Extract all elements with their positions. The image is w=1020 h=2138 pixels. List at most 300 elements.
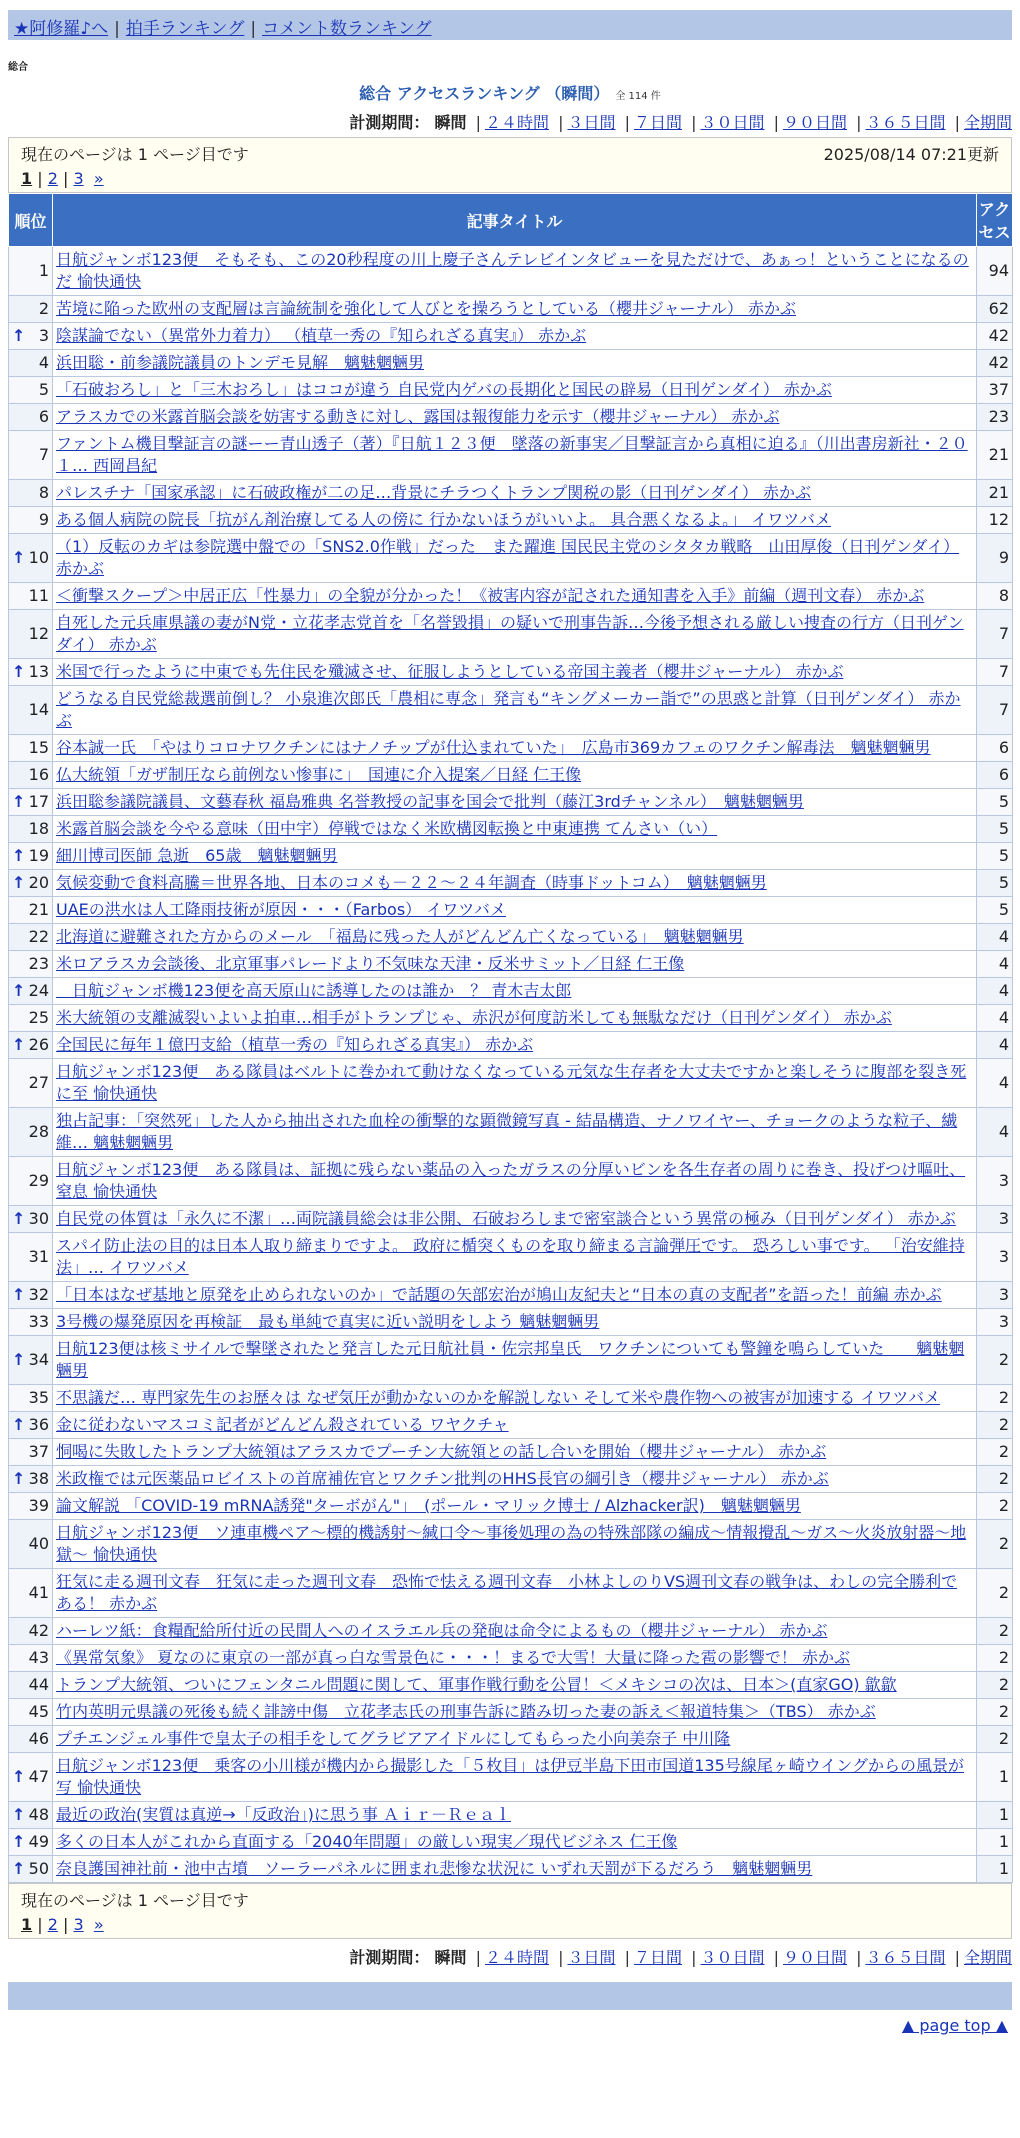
period-link-7d-bottom[interactable]: ７日間: [633, 1948, 682, 1967]
access-count: 5: [977, 816, 1013, 843]
access-count: 7: [977, 610, 1013, 659]
article-title-link[interactable]: パレスチナ「国家承認」に石破政権が二の足…背景にチラつくトランプ関税の影（日刊ゲンダイ） 赤かぶ: [56, 483, 812, 502]
table-row: [9, 735, 1013, 762]
rank-cell: [9, 1672, 53, 1699]
table-row: [9, 1059, 1013, 1108]
article-title-link[interactable]: 気候変動で食料高騰＝世界各地、日本のコメも－２２～２４年調査（時事ドットコム） 魑魅魍魎男: [56, 873, 767, 892]
article-title-link[interactable]: 竹内英明元県議の死後も続く誹謗中傷 立花孝志氏の刑事告訴に踏み切った妻の訴え＜報道特集＞（TBS） 赤かぶ: [56, 1702, 876, 1721]
period-link-24h-bottom[interactable]: ２４時間: [484, 1948, 549, 1967]
access-count: 2: [977, 1726, 1013, 1753]
rank-number: 11: [28, 586, 49, 605]
nav-separator: |: [250, 19, 257, 39]
article-title-link[interactable]: 全国民に毎年１億円支給（植草一秀の『知られざる真実』） 赤かぶ: [56, 1035, 534, 1054]
title-cell: [53, 1059, 977, 1108]
table-row: [9, 1726, 1013, 1753]
rank-number: 39: [28, 1496, 49, 1515]
rank-number: 43: [28, 1648, 49, 1667]
title-cell: [53, 843, 977, 870]
rank-number: 3: [38, 326, 49, 345]
access-count: 5: [977, 870, 1013, 897]
table-row: [9, 1466, 1013, 1493]
table-row: [9, 789, 1013, 816]
article-title-link[interactable]: 論文解説 「COVID-19 mRNA誘発"ターボがん"」 (ポール・マリック博士 / Alzhacker訳) 魑魅魍魎男: [56, 1496, 801, 1515]
table-row: [9, 1157, 1013, 1206]
table-row: [9, 610, 1013, 659]
article-title-link[interactable]: 米政権では元医薬品ロビイストの首席補佐官とワクチン批判のHHS長官の綱引き（櫻井ジャーナル） 赤かぶ: [56, 1469, 829, 1488]
access-count: 2: [977, 1385, 1013, 1412]
access-count: 2: [977, 1439, 1013, 1466]
article-title-link[interactable]: 3号機の爆発原因を再検証 最も単純で真実に近い説明をしよう 魑魅魍魎男: [56, 1312, 600, 1331]
rank-cell: [9, 816, 53, 843]
access-count: 23: [977, 404, 1013, 431]
access-count: 3: [977, 1282, 1013, 1309]
table-row: [9, 247, 1013, 296]
access-count: 3: [977, 1206, 1013, 1233]
up-arrow-icon: ↑: [12, 1832, 26, 1851]
title-cell: [53, 1032, 977, 1059]
access-count: 4: [977, 924, 1013, 951]
table-row: [9, 870, 1013, 897]
rank-number: 19: [28, 846, 49, 865]
rank-number: 17: [28, 792, 49, 811]
period-current: 瞬間: [434, 113, 467, 132]
title-cell: [53, 1412, 977, 1439]
current-page-text: 現在のページは 1 ページ目です: [21, 145, 249, 164]
access-count: 7: [977, 686, 1013, 735]
title-cell: [53, 1385, 977, 1412]
up-arrow-icon: ↑: [12, 792, 26, 811]
current-page-text-bottom: 現在のページは 1 ページ目です: [21, 1891, 249, 1910]
title-cell: [53, 1005, 977, 1032]
access-count: 2: [977, 1699, 1013, 1726]
rank-number: 29: [28, 1171, 49, 1190]
page-2-link-bottom[interactable]: 2: [47, 1915, 58, 1934]
access-count: 2: [977, 1493, 1013, 1520]
article-title-link[interactable]: プチエンジェル事件で皇太子の相手をしてグラビアアイドルにしてもらった小向美奈子 中川隆: [56, 1729, 731, 1748]
rank-number: 37: [28, 1442, 49, 1461]
rank-cell: [9, 951, 53, 978]
page-title: [0, 81, 1020, 104]
access-count: 2: [977, 1569, 1013, 1618]
rank-number: 41: [28, 1583, 49, 1602]
table-row: [9, 1108, 1013, 1157]
access-count: 4: [977, 951, 1013, 978]
title-cell: [53, 610, 977, 659]
table-row: [9, 1856, 1013, 1883]
title-cell: [53, 1282, 977, 1309]
article-title-link[interactable]: 浜田聡参議院議員、文藝春秋 福島雅典 名誉教授の記事を国会で批判（藤江3rdチャンネル） 魑魅魍魎男: [56, 792, 804, 811]
rank-number: 4: [38, 353, 49, 372]
rank-number: 9: [38, 510, 49, 529]
rank-number: 23: [28, 954, 49, 973]
title-cell: [53, 1569, 977, 1618]
table-row: [9, 1699, 1013, 1726]
rank-cell: [9, 1618, 53, 1645]
table-row: [9, 404, 1013, 431]
up-arrow-icon: ↑: [12, 1859, 26, 1878]
article-title-link[interactable]: スパイ防止法の目的は日本人取り締まりですよ。 政府に楯突くものを取り締まる言論弾圧です。 恐ろしい事です。 「治安維持法」… イワツバメ: [56, 1236, 965, 1277]
article-title-link[interactable]: 細川博司医師 急逝 65歳 魑魅魍魎男: [56, 846, 338, 865]
access-count: 3: [977, 1309, 1013, 1336]
title-cell: [53, 507, 977, 534]
article-title-link[interactable]: ハーレツ紙：食糧配給所付近の民間人へのイスラエル兵の発砲は命令によるもの（櫻井ジャーナル） 赤かぶ: [56, 1621, 828, 1640]
rank-number: 10: [28, 548, 49, 567]
table-row: [9, 1802, 1013, 1829]
rank-cell: [9, 296, 53, 323]
table-row: [9, 583, 1013, 610]
table-row: [9, 534, 1013, 583]
title-cell: [53, 1856, 977, 1883]
page-top-link[interactable]: ▲ page top ▲: [901, 2016, 1008, 2035]
period-link-all[interactable]: 全期間: [963, 113, 1012, 132]
article-title-link[interactable]: 不思議だ… 専門家先生のお歴々は なぜ気圧が動かないのかを解説しない そして米や農作物への被害が加速する イワツバメ: [56, 1388, 941, 1407]
rank-cell: [9, 1856, 53, 1883]
table-row: [9, 323, 1013, 350]
rank-cell: [9, 431, 53, 480]
rank-number: 38: [28, 1469, 49, 1488]
access-count: 5: [977, 789, 1013, 816]
up-arrow-icon: ↑: [12, 1209, 26, 1228]
period-link-3d[interactable]: ３日間: [567, 113, 616, 132]
title-cell: [53, 1466, 977, 1493]
rank-cell: [9, 1493, 53, 1520]
rank-cell: [9, 1157, 53, 1206]
up-arrow-icon: ↑: [12, 662, 26, 681]
article-title-link[interactable]: 浜田聡・前参議院議員のトンデモ見解 魑魅魍魎男: [56, 353, 425, 372]
comment-ranking-link[interactable]: コメント数ランキング: [262, 19, 432, 39]
period-link-365d[interactable]: ３６５日間: [865, 113, 946, 132]
title-cell: [53, 1108, 977, 1157]
access-count: 62: [977, 296, 1013, 323]
table-row: [9, 1233, 1013, 1282]
rank-number: 49: [28, 1832, 49, 1851]
rank-cell: [9, 1829, 53, 1856]
table-row: [9, 1569, 1013, 1618]
home-link[interactable]: ★阿修羅♪へ: [14, 19, 109, 39]
access-count: 2: [977, 1618, 1013, 1645]
article-title-link[interactable]: 多くの日本人がこれから直面する「2040年問題」の厳しい現実／現代ビジネス 仁王像: [56, 1832, 678, 1851]
rank-number: 15: [28, 738, 49, 757]
page-3-link-bottom[interactable]: 3: [73, 1915, 84, 1934]
period-link-365d-bottom[interactable]: ３６５日間: [865, 1948, 946, 1967]
title-cell: [53, 816, 977, 843]
access-count: 2: [977, 1520, 1013, 1569]
rank-number: 35: [28, 1388, 49, 1407]
title-cell: [53, 762, 977, 789]
header-title: 記事タイトル: [53, 194, 977, 247]
access-count: 21: [977, 480, 1013, 507]
title-cell: [53, 1753, 977, 1802]
period-selector-bottom: 計測期間： 瞬間 | ２４時間 | ３日間 | ７日間 | ３０日間 | ９０日間 | ３６５日間 | 全期間: [349, 1948, 1012, 1967]
table-row: [9, 1336, 1013, 1385]
article-title-link[interactable]: ＜衝撃スクープ＞中居正広「性暴力」の全貌が分かった！《被害内容が記された通知書を入手》前編（週刊文春） 赤かぶ: [56, 586, 925, 605]
header-rank: 順位: [9, 194, 53, 247]
rank-cell: [9, 534, 53, 583]
article-title-link[interactable]: 陰謀論でない（異常外力着力） （植草一秀の『知られざる真実』） 赤かぶ: [56, 326, 587, 345]
up-arrow-icon: ↑: [12, 873, 26, 892]
total-count: 全 114 件: [615, 91, 661, 102]
table-row: [9, 843, 1013, 870]
title-cell: [53, 480, 977, 507]
rank-cell: [9, 1206, 53, 1233]
table-row: [9, 1829, 1013, 1856]
article-title-link[interactable]: 奈良護国神社前・池中古墳 ソーラーパネルに囲まれ悲惨な状況に いずれ天罰が下るだろう 魑魅魍魎男: [56, 1859, 813, 1878]
period-link-30d[interactable]: ３０日間: [700, 113, 765, 132]
table-row: [9, 1672, 1013, 1699]
bottom-bar: [8, 1982, 1012, 2010]
article-title-link[interactable]: 日航ジャンボ123便 乗客の小川様が機内から撮影した「５枚目」は伊豆半島下田市国道135号線尾ヶ崎ウイングからの風景が写 愉快通快: [56, 1756, 964, 1797]
article-title-link[interactable]: 最近の政治(実質は真逆→「反政治」)に思う事 Ａｉｒ－Ｒｅａｌ: [56, 1805, 511, 1824]
up-arrow-icon: ↑: [12, 1469, 26, 1488]
title-cell: [53, 1672, 977, 1699]
article-title-link[interactable]: 米大統領の支離滅裂いよいよ拍車…相手がトランプじゃ、赤沢が何度訪米しても無駄なだけ（日刊ゲンダイ） 赤かぶ: [56, 1008, 892, 1027]
article-title-link[interactable]: 北海道に避難された方からのメール 「福島に残った人がどんどん亡くなっている」 魑魅魍魎男: [56, 927, 744, 946]
rank-cell: [9, 924, 53, 951]
title-cell: [53, 1157, 977, 1206]
access-count: 2: [977, 1645, 1013, 1672]
rank-cell: [9, 897, 53, 924]
next-page-link-bottom[interactable]: »: [93, 1915, 104, 1934]
title-cell: [53, 735, 977, 762]
title-cell: [53, 583, 977, 610]
table-row: [9, 1309, 1013, 1336]
table-row: [9, 659, 1013, 686]
header-access: アクセス: [977, 194, 1013, 247]
table-row: [9, 377, 1013, 404]
title-cell: [53, 323, 977, 350]
pager-top: 現在のページは 1 ページ目です 2025/08/14 07:21更新 1 | 2 | 3 »: [8, 137, 1012, 193]
article-title-link[interactable]: 谷本誠一氏 「やはりコロナワクチンにはナノチップが仕込まれていた」 広島市369カフェのワクチン解毒法 魑魅魍魎男: [56, 738, 931, 757]
table-row: [9, 1520, 1013, 1569]
top-nav-bar: [8, 10, 1012, 40]
table-row: [9, 350, 1013, 377]
title-cell: [53, 978, 977, 1005]
rank-cell: [9, 1385, 53, 1412]
article-title-link[interactable]: ある個人病院の院長「抗がん剤治療してる人の傍に 行かないほうがいいよ。 具合悪くなるよ。」 イワツバメ: [56, 510, 831, 529]
rank-cell: [9, 1439, 53, 1466]
rank-cell: [9, 1699, 53, 1726]
title-cell: [53, 1726, 977, 1753]
rank-number: 5: [38, 380, 49, 399]
table-row: [9, 480, 1013, 507]
title-cell: [53, 870, 977, 897]
title-cell: [53, 924, 977, 951]
period-current-bottom: 瞬間: [434, 1948, 467, 1967]
up-arrow-icon: ↑: [12, 1767, 26, 1786]
rank-number: 30: [28, 1209, 49, 1228]
access-count: 1: [977, 1856, 1013, 1883]
up-arrow-icon: ↑: [12, 326, 26, 345]
page-1-current: 1: [21, 169, 33, 188]
table-row: [9, 924, 1013, 951]
rank-number: 50: [28, 1859, 49, 1878]
access-count: 6: [977, 735, 1013, 762]
title-cell: [53, 1336, 977, 1385]
up-arrow-icon: ↑: [12, 846, 26, 865]
access-count: 3: [977, 1157, 1013, 1206]
rank-number: 7: [38, 445, 49, 464]
up-arrow-icon: ↑: [12, 548, 26, 567]
article-title-link[interactable]: 米国で行ったように中東でも先住民を殲滅させ、征服しようとしている帝国主義者（櫻井ジャーナル） 赤かぶ: [56, 662, 844, 681]
article-title-link[interactable]: 「石破おろし」と「三木おろし」はココが違う 自民党内ゲバの長期化と国民の辟易（日刊ゲンダイ） 赤かぶ: [56, 380, 832, 399]
article-title-link[interactable]: 自民党の体質は「永久に不潔」…両院議員総会は非公開、石破おろしまで密室談合という異常の極み（日刊ゲンダイ） 赤かぶ: [56, 1209, 956, 1228]
rank-cell: [9, 1233, 53, 1282]
article-title-link[interactable]: どうなる自民党総裁選前倒し？ 小泉進次郎氏「農相に専念」発言も“キングメーカー詣で”の思惑と計算（日刊ゲンダイ） 赤かぶ: [56, 689, 961, 730]
access-count: 4: [977, 1108, 1013, 1157]
rank-number: 33: [28, 1312, 49, 1331]
article-title-link[interactable]: 《異常気象》 夏なのに東京の一部が真っ白な雪景色に・・・！まるで大雪！大量に降った雹の影響で！ 赤かぶ: [56, 1648, 851, 1667]
period-link-24h[interactable]: ２４時間: [484, 113, 549, 132]
article-title-link[interactable]: 日航ジャンボ機123便を高天原山に誘導したのは誰か ？ 青木吉太郎: [56, 981, 572, 1000]
rank-number: 31: [28, 1247, 49, 1266]
rank-cell: [9, 870, 53, 897]
rank-number: 48: [28, 1805, 49, 1824]
period-link-30d-bottom[interactable]: ３０日間: [700, 1948, 765, 1967]
article-title-link[interactable]: 米露首脳会談を今やる意味（田中宇）停戦ではなく米欧構図転換と中東連携 てんさい（い）: [56, 819, 718, 838]
rank-number: 36: [28, 1415, 49, 1434]
page-title-text: 総合 アクセスランキング （瞬間）: [359, 84, 610, 103]
article-title-link[interactable]: 日航ジャンボ123便 ある隊員は、証拠に残らない薬品の入ったガラスの分厚いビンを各生存者の周りに巻き、投げつけ嘔吐、窒息 愉快通快: [56, 1160, 966, 1201]
title-cell: [53, 431, 977, 480]
title-cell: [53, 897, 977, 924]
rank-number: 14: [28, 700, 49, 719]
article-title-link[interactable]: 日航ジャンボ123便 ある隊員はベルトに巻かれて動けなくなっている元気な生存者を大丈夫ですかと楽しそうに腹部を裂き死に至 愉快通快: [56, 1062, 967, 1103]
rank-cell: [9, 1520, 53, 1569]
article-title-link[interactable]: トランプ大統領、ついにフェンタニル問題に関して、軍事作戦行動を公冒！＜メキシコの次は、日本＞(直家GO) 歙歙: [56, 1675, 897, 1694]
rank-cell: [9, 1336, 53, 1385]
applause-ranking-link[interactable]: 拍手ランキング: [125, 19, 245, 39]
ranking-table: [8, 193, 1013, 1883]
article-title-link[interactable]: 日航123便は核ミサイルで撃墜されたと発言した元日航社員・佐宗邦皇氏 ワクチンについても警鐘を鳴らしていた 魑魅魍魎男: [56, 1339, 965, 1380]
article-title-link[interactable]: ファントム機目撃証言の謎ーー青山透子（著）『日航１２３便 墜落の新事実／目撃証言から真相に迫る』（川出書房新社・２０１… 西岡昌紀: [56, 434, 968, 475]
up-arrow-icon: ↑: [12, 1285, 26, 1304]
article-title-link[interactable]: 日航ジャンボ123便 ソ連車機ペア～標的機誘射～緘口令～事後処理の為の特殊部隊の編成～情報攪乱～ガス～火炎放射器～地獄～ 愉快通快: [56, 1523, 967, 1564]
rank-cell: [9, 1309, 53, 1336]
access-count: 37: [977, 377, 1013, 404]
rank-cell: [9, 1569, 53, 1618]
rank-number: 26: [28, 1035, 49, 1054]
title-cell: [53, 1493, 977, 1520]
period-link-90d[interactable]: ９０日間: [782, 113, 847, 132]
article-title-link[interactable]: 独占記事：「突然死」した人から抽出された血栓の衝撃的な顕微鏡写真 - 結晶構造、ナノワイヤー、チョークのような粒子、繊維… 魑魅魍魎男: [56, 1111, 958, 1152]
table-row: [9, 951, 1013, 978]
rank-cell: [9, 323, 53, 350]
rank-cell: [9, 247, 53, 296]
period-link-3d-bottom[interactable]: ３日間: [567, 1948, 616, 1967]
table-row: [9, 1385, 1013, 1412]
title-cell: [53, 1439, 977, 1466]
rank-cell: [9, 350, 53, 377]
article-title-link[interactable]: UAEの洪水は人工降雨技術が原因・・・（Farbos） イワツバメ: [56, 900, 506, 919]
nav-separator: |: [114, 19, 120, 39]
access-count: 12: [977, 507, 1013, 534]
up-arrow-icon: ↑: [12, 1415, 26, 1434]
article-title-link[interactable]: 恫喝に失敗したトランプ大統領はアラスカでプーチン大統領との話し合いを開始（櫻井ジャーナル） 赤かぶ: [56, 1442, 827, 1461]
rank-number: 44: [28, 1675, 49, 1694]
rank-cell: [9, 843, 53, 870]
period-link-90d-bottom[interactable]: ９０日間: [782, 1948, 847, 1967]
rank-cell: [9, 480, 53, 507]
rank-number: 6: [38, 407, 49, 426]
article-title-link[interactable]: アラスカでの米露首脳会談を妨害する動きに対し、露国は報復能力を示す（櫻井ジャーナル） 赤かぶ: [56, 407, 780, 426]
rank-number: 40: [28, 1534, 49, 1553]
table-row: [9, 762, 1013, 789]
rank-cell: [9, 377, 53, 404]
table-row: [9, 1005, 1013, 1032]
article-title-link[interactable]: 日航ジャンボ123便 そもそも、この20秒程度の川上慶子さんテレビインタビューを見ただけで、あぁっ！ということになるのだ 愉快通快: [56, 250, 969, 291]
title-cell: [53, 1802, 977, 1829]
period-selector-top: 計測期間： 瞬間 | ２４時間 | ３日間 | ７日間 | ３０日間 | ９０日間 | ３６５日間 | 全期間: [349, 113, 1012, 132]
pager-bottom: 現在のページは 1 ページ目です 1 | 2 | 3 »: [8, 1883, 1012, 1939]
article-title-link[interactable]: 「日本はなぜ基地と原発を止められないのか」で話題の矢部宏治が鳩山友紀夫と“日本の真の支配者”を語った！前編 赤かぶ: [56, 1285, 942, 1304]
table-row: [9, 296, 1013, 323]
article-title-link[interactable]: 仏大統領「ガザ制圧なら前例ない惨事に」 国連に介入提案／日経 仁王像: [56, 765, 582, 784]
access-count: 4: [977, 1059, 1013, 1108]
access-count: 21: [977, 431, 1013, 480]
period-link-all-bottom[interactable]: 全期間: [963, 1948, 1012, 1967]
access-count: 94: [977, 247, 1013, 296]
access-count: 2: [977, 1466, 1013, 1493]
access-count: 6: [977, 762, 1013, 789]
table-row: [9, 816, 1013, 843]
title-cell: [53, 404, 977, 431]
rank-number: 24: [28, 981, 49, 1000]
rank-cell: [9, 1059, 53, 1108]
access-count: 5: [977, 897, 1013, 924]
article-title-link[interactable]: （1）反転のカギは参院選中盤での「SNS2.0作戦」だった また躍進 国民民主党のシタタカ戦略 山田厚俊（日刊ゲンダイ） 赤かぶ: [56, 537, 960, 578]
rank-number: 46: [28, 1729, 49, 1748]
rank-number: 27: [28, 1073, 49, 1092]
article-title-link[interactable]: 金に従わないマスコミ記者がどんどん殺されている ワヤクチャ: [56, 1415, 509, 1434]
title-cell: [53, 1618, 977, 1645]
access-count: 5: [977, 843, 1013, 870]
rank-cell: [9, 686, 53, 735]
table-row: [9, 1753, 1013, 1802]
up-arrow-icon: ↑: [12, 1350, 26, 1369]
title-cell: [53, 296, 977, 323]
title-cell: [53, 534, 977, 583]
title-cell: [53, 1520, 977, 1569]
access-count: 7: [977, 659, 1013, 686]
access-count: 1: [977, 1829, 1013, 1856]
up-arrow-icon: ↑: [12, 981, 26, 1000]
period-link-7d[interactable]: ７日間: [633, 113, 682, 132]
article-title-link[interactable]: 苦境に陥った欧州の支配層は言論統制を強化して人びとを操ろうとしている（櫻井ジャーナル） 赤かぶ: [56, 299, 796, 318]
title-cell: [53, 350, 977, 377]
title-cell: [53, 659, 977, 686]
article-title-link[interactable]: 狂気に走る週刊文春 狂気に走った週刊文春 恐怖で怯える週刊文春 小林よしのりVS週刊文春の戦争は、わしの完全勝利である！ 赤かぶ: [56, 1572, 958, 1613]
rank-number: 20: [28, 873, 49, 892]
article-title-link[interactable]: 自死した元兵庫県議の妻がN党・立花孝志党首を「名誉毀損」の疑いで刑事告訴…今後予想される厳しい捜査の行方（日刊ゲンダイ） 赤かぶ: [56, 613, 964, 654]
period-label-bottom: 計測期間：: [349, 1948, 430, 1967]
page-3-link[interactable]: 3: [73, 169, 84, 188]
rank-number: 12: [28, 624, 49, 643]
page-2-link[interactable]: 2: [47, 169, 58, 188]
next-page-link[interactable]: »: [93, 169, 104, 188]
table-row: [9, 686, 1013, 735]
article-title-link[interactable]: 米ロアラスカ会談後、北京軍事パレードより不気味な天津・反米サミット／日経 仁王像: [56, 954, 685, 973]
rank-cell: [9, 610, 53, 659]
table-row: [9, 1282, 1013, 1309]
access-count: 42: [977, 323, 1013, 350]
title-cell: [53, 1829, 977, 1856]
rank-number: 8: [38, 483, 49, 502]
access-count: 1: [977, 1802, 1013, 1829]
table-header-row: [9, 194, 1013, 247]
title-cell: [53, 1309, 977, 1336]
title-cell: [53, 377, 977, 404]
title-cell: [53, 1699, 977, 1726]
